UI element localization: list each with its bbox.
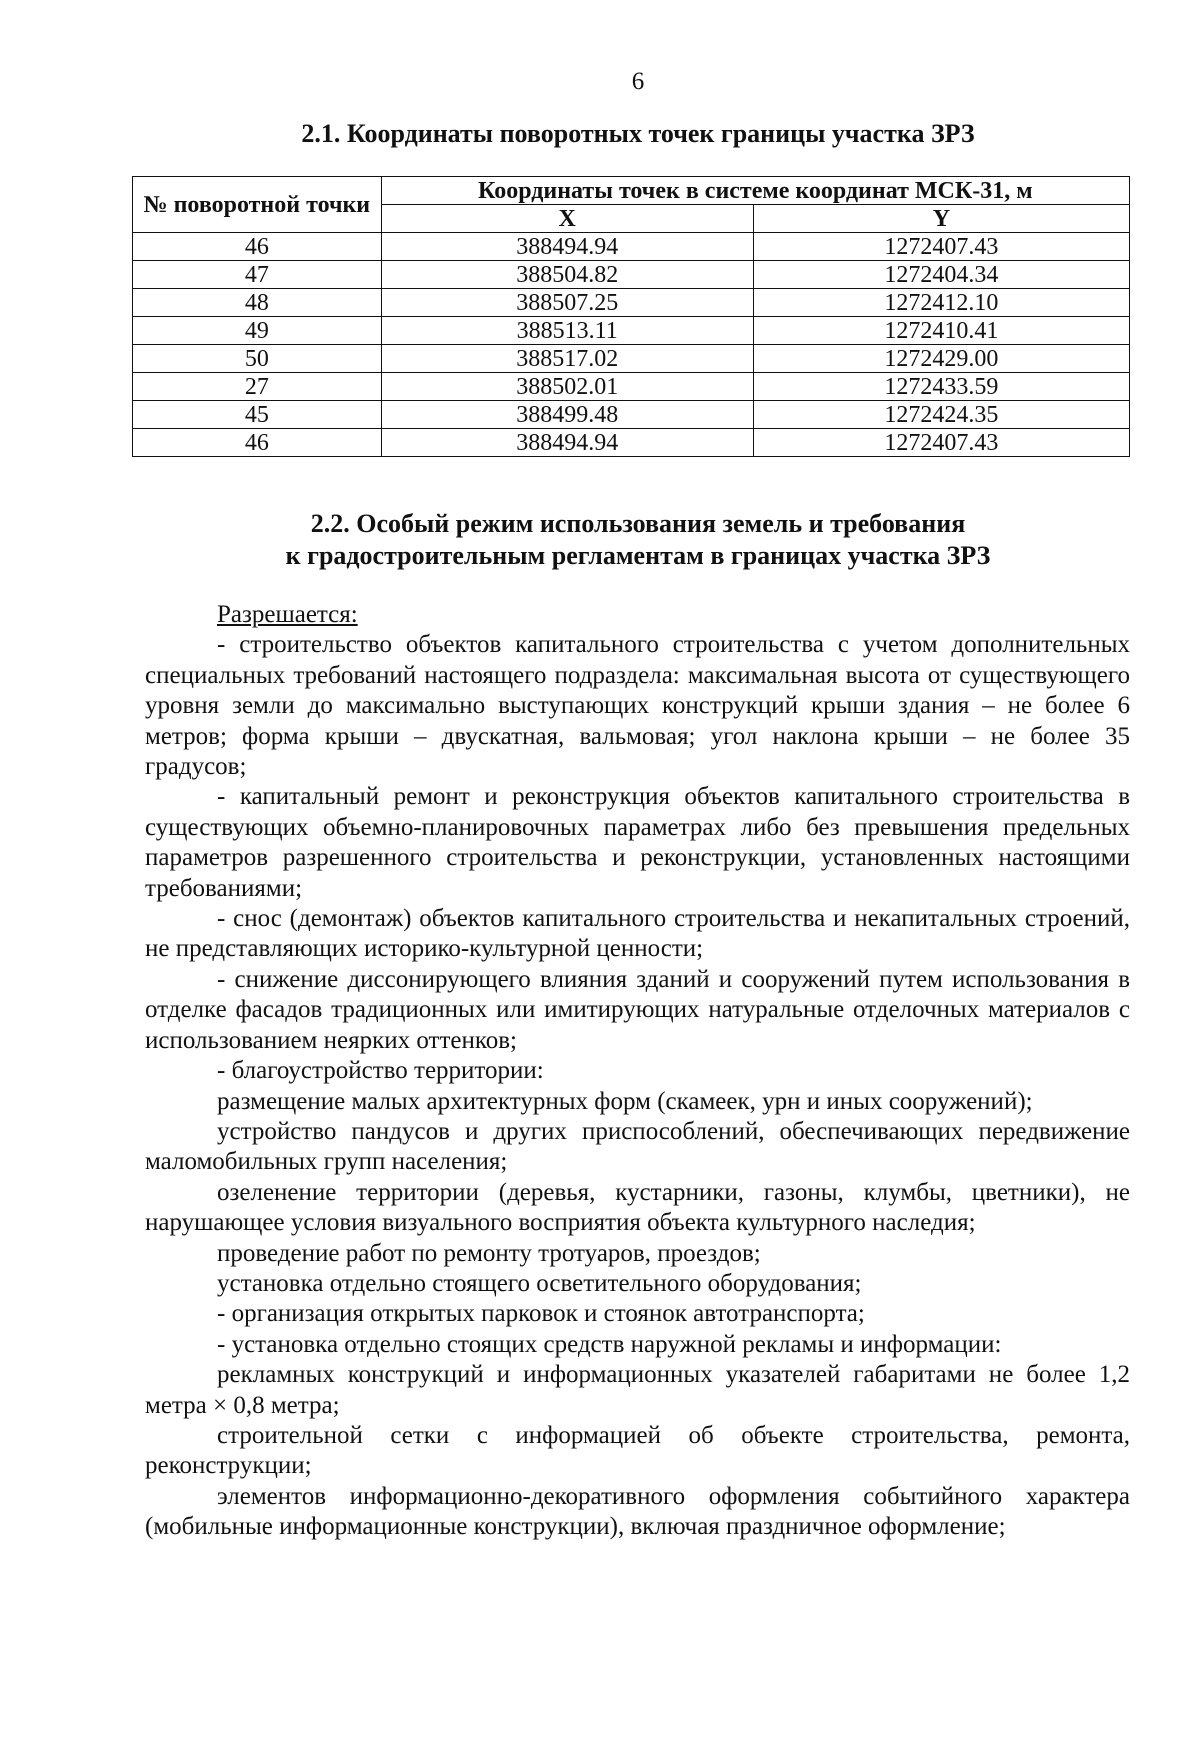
cell-point-number: 47: [133, 261, 382, 289]
cell-y: 1272410.41: [753, 317, 1129, 345]
table-row: [133, 261, 1130, 289]
section-title-regime: [0, 508, 1200, 572]
cell-y: 1272407.43: [753, 233, 1129, 261]
regime-paragraph: - организация открытых парковок и стоянок автотранспорта;: [217, 1300, 865, 1328]
table-row: [133, 401, 1130, 429]
regime-paragraph: установка отдельно стоящего осветительного оборудования;: [217, 1269, 862, 1297]
table-body: [133, 233, 1130, 457]
cell-x: 388499.48: [381, 401, 753, 429]
header-x: X: [381, 205, 753, 233]
regime-paragraph: рекламных конструкций и информационных указателей габаритами не более 1,2 метра × 0,8 метра;: [145, 1361, 1130, 1419]
cell-point-number: 45: [133, 401, 382, 429]
cell-y: 1272424.35: [753, 401, 1129, 429]
regime-paragraph: - установка отдельно стоящих средств наружной рекламы и информации:: [217, 1330, 1002, 1358]
coordinates-table: [132, 176, 1130, 457]
regime-text: [145, 600, 1130, 1543]
cell-y: 1272404.34: [753, 261, 1129, 289]
cell-x: 388494.94: [381, 429, 753, 457]
regime-paragraph: устройство пандусов и других приспособлений, обеспечивающих передвижение маломобильных групп населения;: [145, 1117, 1130, 1176]
cell-y: 1272433.59: [753, 373, 1129, 401]
cell-point-number: 27: [133, 373, 382, 401]
header-y: Y: [753, 205, 1129, 233]
page-number: 6: [631, 68, 645, 95]
header-coordinates: Координаты точек в системе координат МСК-31, м: [381, 177, 1129, 205]
cell-x: 388504.82: [381, 261, 753, 289]
cell-point-number: 50: [133, 345, 382, 373]
cell-point-number: 46: [133, 429, 382, 457]
regime-paragraph: - благоустройство территории:: [217, 1057, 544, 1085]
table-row: [133, 317, 1130, 345]
cell-point-number: 48: [133, 289, 382, 317]
regime-paragraph: строительной сетки с информацией об объекте строительства, ремонта, реконструкции;: [145, 1421, 1130, 1480]
cell-y: 1272407.43: [753, 429, 1129, 457]
table-row: [133, 429, 1130, 457]
cell-y: 1272412.10: [753, 289, 1129, 317]
section-title-line-2: к градостроительным регламентам в границах участка ЗРЗ: [285, 541, 991, 570]
cell-y: 1272429.00: [753, 345, 1129, 373]
allowed-heading: Разрешается:: [217, 601, 358, 628]
header-point-number: № поворотной точки: [133, 177, 382, 233]
regime-paragraph: - снижение диссонирующего влияния зданий и сооружений путем использования в отделке фасадов традиционных или имитирующих натуральные отделочных материалов с использованием неярких оттенков;: [145, 965, 1130, 1054]
section-title-line-1: 2.2. Особый режим использования земель и требования: [310, 509, 966, 538]
regime-paragraph: проведение работ по ремонту тротуаров, проездов;: [217, 1239, 761, 1267]
regime-paragraph: - капитальный ремонт и реконструкция объектов капитального строительства в существующих объемно-планировочных параметрах либо без превышения предельных параметров разрешенного строительства и реконструкции, установленных настоящими требованиями;: [145, 783, 1130, 902]
cell-x: 388502.01: [381, 373, 753, 401]
regime-paragraph: элементов информационно-декоративного оформления событийного характера (мобильные информационные конструкции), включая праздничное оформление;: [145, 1482, 1130, 1541]
cell-x: 388513.11: [381, 317, 753, 345]
table-row: [133, 345, 1130, 373]
table-row: [133, 289, 1130, 317]
cell-point-number: 46: [133, 233, 382, 261]
table-row: [133, 233, 1130, 261]
cell-x: 388507.25: [381, 289, 753, 317]
section-title-coordinates: 2.1. Координаты поворотных точек границы участка ЗРЗ: [301, 119, 975, 148]
cell-x: 388494.94: [381, 233, 753, 261]
table-row: [133, 373, 1130, 401]
regime-paragraph: - строительство объектов капитального строительства с учетом дополнительных специальных требований настоящего подраздела: максимальная высота от существующего уровня земли до максимально выступающих конструкций крыши здания – не более 6 метров; форма крыши – двускатная, вальмовая; угол наклона крыши – не более 35 градусов;: [145, 631, 1130, 781]
table-header-row: [133, 177, 1130, 205]
cell-point-number: 49: [133, 317, 382, 345]
regime-paragraph: - снос (демонтаж) объектов капитального строительства и некапитальных строений, не представляющих историко-культурной ценности;: [145, 905, 1130, 963]
cell-x: 388517.02: [381, 345, 753, 373]
regime-paragraph: озеленение территории (деревья, кустарники, газоны, клумбы, цветники), не нарушающее условия визуального восприятия объекта культурного наследия;: [145, 1178, 1130, 1237]
regime-paragraph: размещение малых архитектурных форм (скамеек, урн и иных сооружений);: [217, 1087, 1033, 1115]
